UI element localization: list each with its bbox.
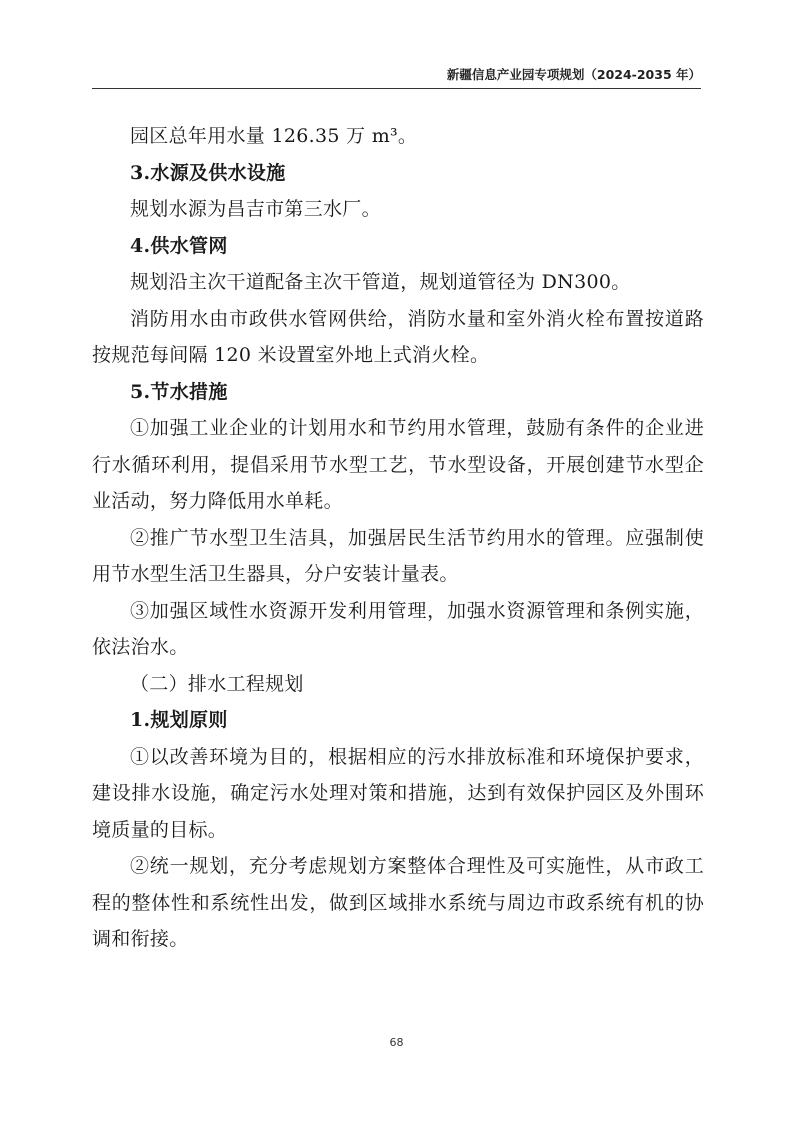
subsection-title: （二）排水工程规划 (130, 672, 304, 695)
section-heading: 3.水源及供水设施 (130, 161, 286, 184)
page-footer (0, 1036, 793, 1049)
running-header (92, 66, 701, 89)
body-paragraph: 规划沿主次干道配备主次干管道，规划道管径为 DN300。 (130, 271, 631, 293)
section-heading: 1.规划原则 (130, 709, 228, 731)
body-paragraph: 园区总年用水量 126.35 万 m³。 (130, 125, 418, 147)
page-body (92, 118, 704, 958)
page-number: 68 (389, 1036, 404, 1049)
body-paragraph: ①加强工业企业的计划用水和节约用水管理，鼓励有条件的企业进行水循环利用，提倡采用节水型工艺，节水型设备，开展创建节水型企业活动，努力降低用水单耗。 (92, 417, 704, 512)
body-paragraph: 规划水源为昌吉市第三水厂。 (130, 198, 381, 220)
body-paragraph: ②统一规划，充分考虑规划方案整体合理性及可实施性，从市政工程的整体性和系统性出发，做到区域排水系统与周边市政系统有机的协调和衔接。 (92, 855, 704, 950)
body-paragraph: ①以改善环境为目的，根据相应的污水排放标准和环境保护要求，建设排水设施，确定污水处理对策和措施，达到有效保护园区及外围环境质量的目标。 (92, 745, 704, 841)
section-heading: 5.节水措施 (130, 380, 228, 403)
body-paragraph: ②推广节水型卫生洁具，加强居民生活节约用水的管理。应强制使用节水型生活卫生器具，分户安装计量表。 (92, 526, 704, 585)
section-heading: 4.供水管网 (130, 234, 228, 257)
body-paragraph: 消防用水由市政供水管网供给，消防水量和室外消火栓布置按道路按规范每间隔 120 米设置室外地上式消火栓。 (92, 307, 704, 366)
header-title: 新疆信息产业园专项规划（2024-2035 年） (446, 67, 701, 82)
body-paragraph: ③加强区域性水资源开发利用管理，加强水资源管理和条例实施，依法治水。 (92, 599, 704, 658)
